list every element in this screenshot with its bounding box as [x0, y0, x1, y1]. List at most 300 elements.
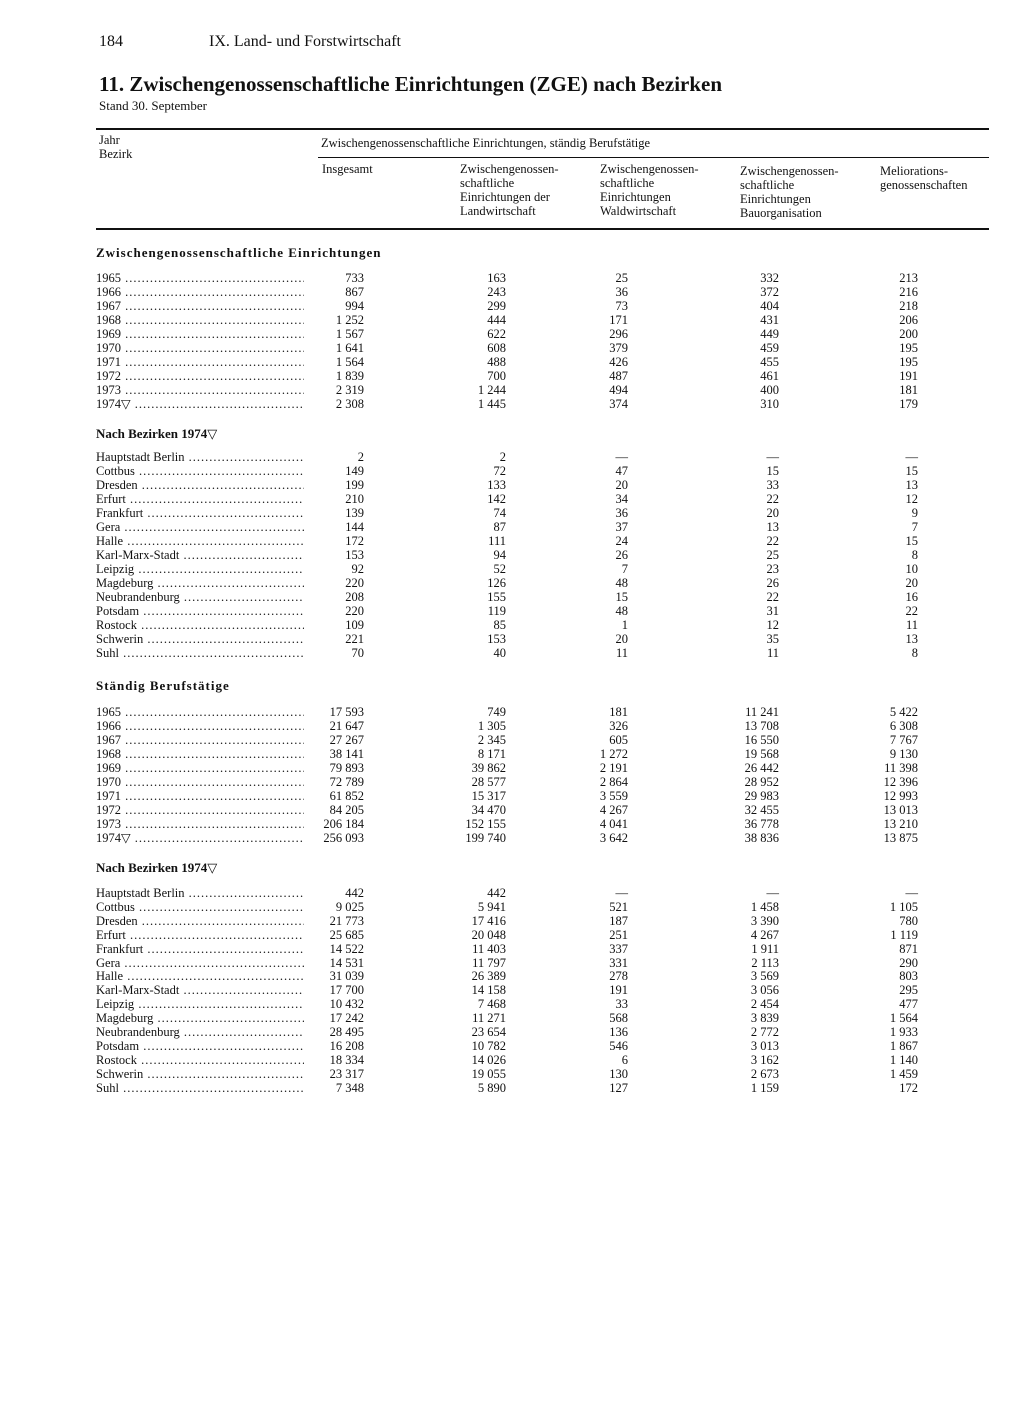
table-cell: 187 [609, 913, 628, 928]
table-cell: 11 271 [472, 1011, 506, 1026]
table-cell: 25 685 [329, 927, 364, 942]
table-cell: 195 [899, 355, 918, 369]
table-cell: 7 468 [477, 997, 506, 1012]
row-label: Rostock ..... [96, 618, 304, 632]
table-row [0, 299, 1024, 313]
stub-header-district: Bezirk [99, 147, 133, 161]
table-cell: 295 [899, 983, 918, 998]
table-cell: 87 [493, 520, 506, 534]
table-cell: 22 [766, 492, 779, 506]
table-cell: 19 055 [471, 1066, 506, 1081]
table-row [0, 646, 1024, 660]
row-label: 1965 ..... [96, 271, 304, 285]
table-cell: 70 [351, 646, 364, 660]
table-cell: 199 740 [465, 831, 506, 845]
row-label: Rostock ..... [96, 1053, 304, 1067]
row-label: Potsdam ..... [96, 604, 304, 618]
row-label: Leipzig ..... [96, 562, 304, 576]
table-cell: 13 [905, 632, 918, 646]
row-label: Cottbus ..... [96, 900, 304, 914]
table-cell: 17 700 [329, 983, 364, 998]
col-header-construction: Zwischengenossen- schaftliche Einrichtungen Bauorganisation [740, 164, 839, 220]
table-cell: 1 564 [335, 355, 364, 369]
table-cell: 16 [905, 590, 918, 604]
table-cell: 28 952 [744, 775, 779, 789]
table-cell: 332 [760, 271, 779, 285]
table-cell: 310 [760, 397, 779, 411]
table-cell: 5 941 [477, 899, 506, 914]
table-cell: 1 159 [750, 1080, 779, 1095]
table-cell: 208 [345, 590, 364, 604]
table-cell: 608 [487, 341, 506, 355]
table-cell: 290 [899, 955, 918, 970]
table-cell: 3 013 [750, 1038, 779, 1053]
table-cell: 700 [487, 369, 506, 383]
table-cell: 163 [487, 271, 506, 285]
table-cell: 11 797 [472, 955, 506, 970]
table-cell: 23 [766, 562, 779, 576]
table-row [0, 817, 1024, 831]
table-row [0, 383, 1024, 397]
table-cell: 444 [487, 313, 506, 327]
table-row [0, 1025, 1024, 1039]
running-header [99, 33, 401, 51]
table-cell: 14 026 [471, 1052, 506, 1067]
table-cell: 7 [621, 562, 628, 576]
table-cell: 2 772 [750, 1025, 779, 1039]
row-label: 1968 ..... [96, 747, 304, 761]
table-cell: 47 [615, 464, 628, 478]
row-label: 1966 ..... [96, 285, 304, 299]
row-label: 1973 ..... [96, 817, 304, 831]
row-label: Karl-Marx-Stadt ..... [96, 548, 304, 562]
table-cell: 206 [899, 313, 918, 327]
table-cell: 1 839 [335, 369, 364, 383]
table-cell: 27 267 [329, 733, 364, 747]
table-cell: 17 593 [329, 705, 364, 719]
row-label: Dresden ..... [96, 914, 304, 928]
chapter-title: IX. Land- und Forstwirtschaft [209, 33, 401, 50]
table-cell: 1 564 [889, 1011, 918, 1026]
table-cell: 35 [766, 632, 779, 646]
table-row [0, 775, 1024, 789]
table-cell: 2 319 [335, 383, 364, 397]
table-cell: 20 [615, 632, 628, 646]
table-cell: 2 308 [335, 397, 364, 411]
table-cell: 136 [609, 1025, 628, 1039]
table-cell: 40 [493, 646, 506, 660]
table-cell: 622 [487, 327, 506, 341]
col-header-total: Insgesamt [322, 162, 373, 176]
table-cell: 24 [615, 534, 628, 548]
table-cell: 152 155 [465, 817, 506, 831]
table-cell: 1 [621, 618, 628, 632]
table-cell: 144 [345, 520, 364, 534]
table-cell: 17 242 [329, 1011, 364, 1026]
row-label: Leipzig ..... [96, 997, 304, 1011]
table-cell: 221 [345, 632, 364, 646]
table-cell: 299 [487, 299, 506, 313]
row-label: Karl-Marx-Stadt ..... [96, 983, 304, 997]
table-row [0, 733, 1024, 747]
section-heading: Ständig Berufstätige [96, 678, 230, 693]
table-cell: 568 [609, 1011, 628, 1026]
table-cell: 38 836 [744, 831, 779, 845]
table-cell: 9 130 [889, 747, 918, 761]
row-label: Magdeburg ..... [96, 576, 304, 590]
table-cell: 22 [766, 590, 779, 604]
table-cell: 29 983 [744, 789, 779, 803]
table-cell: 379 [609, 341, 628, 355]
table-row [0, 761, 1024, 775]
table-cell: 23 317 [329, 1066, 364, 1081]
row-label: Neubrandenburg ..... [96, 1025, 304, 1039]
table-cell: 442 [487, 886, 506, 900]
table-cell: 15 317 [471, 789, 506, 803]
table-cell: 1 911 [751, 941, 779, 956]
table-cell: 8 [911, 548, 918, 562]
table-cell: 26 [766, 576, 779, 590]
table-cell: 867 [345, 285, 364, 299]
table-cell: 4 041 [599, 817, 628, 831]
row-label: 1972 ..... [96, 803, 304, 817]
table-cell: 2 454 [750, 997, 779, 1012]
table-cell: 243 [487, 285, 506, 299]
table-cell: 326 [609, 719, 628, 733]
table-cell: 94 [493, 548, 506, 562]
table-cell: 5 890 [477, 1080, 506, 1095]
section-heading: Nach Bezirken 1974▽ [96, 426, 218, 441]
table-row [0, 604, 1024, 618]
row-label: Dresden ..... [96, 478, 304, 492]
table-cell: 11 398 [884, 761, 918, 775]
table-cell: — [615, 450, 628, 464]
row-label: 1974▽ ..... [96, 397, 304, 411]
table-cell: 455 [760, 355, 779, 369]
row-label: Halle ..... [96, 534, 304, 548]
table-cell: 459 [760, 341, 779, 355]
table-cell: 14 522 [329, 941, 364, 956]
top-rule [96, 128, 989, 130]
table-subtitle: Stand 30. September [99, 98, 207, 113]
row-label: Neubrandenburg ..... [96, 590, 304, 604]
table-cell: 11 [615, 646, 628, 660]
table-cell: 1 933 [889, 1025, 918, 1039]
table-cell: 3 162 [750, 1052, 779, 1067]
row-label: 1967 ..... [96, 733, 304, 747]
table-row [0, 803, 1024, 817]
table-cell: 48 [615, 604, 628, 618]
row-label: 1972 ..... [96, 369, 304, 383]
table-cell: 48 [615, 576, 628, 590]
table-cell: 9 [911, 506, 918, 520]
table-cell: 1 272 [599, 747, 628, 761]
table-cell: 139 [345, 506, 364, 520]
table-cell: 2 [357, 450, 364, 464]
row-label: Hauptstadt Berlin ..... [96, 886, 304, 900]
table-cell: 11 [905, 618, 918, 632]
table-row [0, 928, 1024, 942]
table-cell: — [615, 886, 628, 900]
table-row [0, 983, 1024, 997]
table-cell: 191 [899, 369, 918, 383]
table-cell: 17 416 [471, 913, 506, 928]
table-cell: 3 390 [750, 913, 779, 928]
table-cell: 34 470 [471, 803, 506, 817]
row-label: Suhl ..... [96, 646, 304, 660]
table-row [0, 369, 1024, 383]
table-cell: 1 119 [890, 927, 918, 942]
table-cell: 74 [493, 506, 506, 520]
table-row [0, 520, 1024, 534]
table-cell: 6 308 [889, 719, 918, 733]
table-cell: 61 852 [329, 789, 364, 803]
row-label: Hauptstadt Berlin ..... [96, 450, 304, 464]
table-row [0, 886, 1024, 900]
table-row [0, 450, 1024, 464]
table-cell: 20 [615, 478, 628, 492]
table-cell: 181 [609, 705, 628, 719]
table-cell: 2 864 [599, 775, 628, 789]
table-cell: 13 708 [744, 719, 779, 733]
table-cell: 12 [766, 618, 779, 632]
table-row [0, 831, 1024, 845]
table-cell: 20 048 [471, 927, 506, 942]
table-cell: 14 531 [329, 955, 364, 970]
table-row [0, 271, 1024, 285]
table-row [0, 313, 1024, 327]
table-cell: 337 [609, 941, 628, 956]
row-label: Potsdam ..... [96, 1039, 304, 1053]
table-cell: 149 [345, 464, 364, 478]
col-header-forestry: Zwischengenossen- schaftliche Einrichtungen Waldwirtschaft [600, 162, 699, 218]
table-cell: 2 345 [477, 733, 506, 747]
table-cell: 10 432 [329, 997, 364, 1012]
table-cell: 216 [899, 285, 918, 299]
table-row [0, 747, 1024, 761]
row-label: 1973 ..... [96, 383, 304, 397]
table-row [0, 969, 1024, 983]
table-cell: 16 550 [744, 733, 779, 747]
table-cell: 331 [609, 955, 628, 970]
table-cell: 85 [493, 618, 506, 632]
table-row [0, 576, 1024, 590]
table-cell: 22 [905, 604, 918, 618]
table-row [0, 327, 1024, 341]
table-cell: 7 767 [889, 733, 918, 747]
table-cell: 11 403 [472, 941, 506, 956]
table-cell: 195 [899, 341, 918, 355]
table-cell: 11 241 [745, 705, 779, 719]
table-cell: 8 171 [477, 747, 506, 761]
row-label: Suhl ..... [96, 1081, 304, 1095]
table-cell: 23 654 [471, 1025, 506, 1039]
table-cell: 32 455 [744, 803, 779, 817]
table-row [0, 478, 1024, 492]
table-cell: 213 [899, 271, 918, 285]
table-cell: 803 [899, 969, 918, 984]
table-cell: 1 458 [750, 899, 779, 914]
table-row [0, 590, 1024, 604]
table-cell: 2 191 [599, 761, 628, 775]
table-cell: 1 140 [889, 1052, 918, 1067]
table-row [0, 1011, 1024, 1025]
table-cell: 13 013 [883, 803, 918, 817]
row-label: 1970 ..... [96, 775, 304, 789]
table-cell: 487 [609, 369, 628, 383]
row-label: 1970 ..... [96, 341, 304, 355]
table-cell: 3 642 [599, 831, 628, 845]
table-cell: 13 [766, 520, 779, 534]
table-cell: 1 105 [889, 899, 918, 914]
table-cell: 15 [905, 464, 918, 478]
table-cell: 1 445 [477, 397, 506, 411]
table-cell: 37 [615, 520, 628, 534]
table-cell: 36 778 [744, 817, 779, 831]
table-cell: 72 [493, 464, 506, 478]
table-cell: 171 [609, 313, 628, 327]
table-cell: 9 025 [335, 899, 364, 914]
table-row [0, 285, 1024, 299]
table-cell: 26 [615, 548, 628, 562]
header-bottom-rule [96, 228, 989, 230]
table-cell: 12 993 [883, 789, 918, 803]
table-cell: 172 [345, 534, 364, 548]
table-cell: 126 [487, 576, 506, 590]
table-row [0, 789, 1024, 803]
table-cell: 72 789 [329, 775, 364, 789]
table-cell: 28 577 [471, 775, 506, 789]
table-cell: 2 [499, 450, 506, 464]
table-cell: 127 [609, 1080, 628, 1095]
row-label: 1971 ..... [96, 789, 304, 803]
table-cell: 256 093 [323, 831, 364, 845]
table-cell: 133 [487, 478, 506, 492]
table-cell: 52 [493, 562, 506, 576]
table-cell: 2 673 [750, 1066, 779, 1081]
table-cell: 25 [766, 548, 779, 562]
row-label: Gera ..... [96, 956, 304, 970]
table-cell: 12 396 [883, 775, 918, 789]
table-row [0, 632, 1024, 646]
table-cell: 8 [911, 646, 918, 660]
table-cell: 28 495 [329, 1025, 364, 1039]
table-row [0, 397, 1024, 411]
table-cell: 2 113 [751, 955, 779, 970]
table-cell: 21 647 [329, 719, 364, 733]
stub-header-year: Jahr [99, 133, 120, 147]
table-cell: 31 039 [329, 969, 364, 984]
table-cell: 521 [609, 899, 628, 914]
row-label: Schwerin ..... [96, 632, 304, 646]
table-cell: 142 [487, 492, 506, 506]
table-row [0, 618, 1024, 632]
table-cell: 426 [609, 355, 628, 369]
row-label: Erfurt ..... [96, 492, 304, 506]
table-cell: 449 [760, 327, 779, 341]
table-cell: 206 184 [323, 817, 364, 831]
table-cell: 13 210 [883, 817, 918, 831]
table-row [0, 355, 1024, 369]
table-cell: 733 [345, 271, 364, 285]
table-cell: 404 [760, 299, 779, 313]
row-label: 1966 ..... [96, 719, 304, 733]
table-cell: 994 [345, 299, 364, 313]
col-header-melioration: Meliorations- genossenschaften [880, 164, 968, 192]
table-cell: 1 641 [335, 341, 364, 355]
table-cell: 18 334 [329, 1052, 364, 1067]
table-cell: 31 [766, 604, 779, 618]
table-row [0, 705, 1024, 719]
table-cell: 3 056 [750, 983, 779, 998]
table-cell: 79 893 [329, 761, 364, 775]
table-cell: 4 267 [750, 927, 779, 942]
table-cell: 119 [487, 604, 506, 618]
table-cell: 871 [899, 941, 918, 956]
table-row [0, 997, 1024, 1011]
table-row [0, 1081, 1024, 1095]
table-cell: 33 [615, 997, 628, 1012]
table-cell: 296 [609, 327, 628, 341]
table-row [0, 534, 1024, 548]
row-label: 1971 ..... [96, 355, 304, 369]
row-label: 1967 ..... [96, 299, 304, 313]
table-cell: 84 205 [329, 803, 364, 817]
table-cell: — [905, 450, 918, 464]
table-cell: 494 [609, 383, 628, 397]
row-label: Cottbus ..... [96, 464, 304, 478]
table-cell: 191 [609, 983, 628, 998]
table-row [0, 900, 1024, 914]
table-cell: 1 305 [477, 719, 506, 733]
table-cell: 26 442 [744, 761, 779, 775]
table-row [0, 464, 1024, 478]
table-row [0, 492, 1024, 506]
table-cell: — [905, 886, 918, 900]
table-cell: 20 [766, 506, 779, 520]
table-cell: 7 [911, 520, 918, 534]
table-cell: 15 [615, 590, 628, 604]
row-label: Frankfurt ..... [96, 506, 304, 520]
table-cell: 10 [905, 562, 918, 576]
table-cell: 73 [615, 299, 628, 313]
table-row [0, 548, 1024, 562]
table-cell: 7 348 [335, 1080, 364, 1095]
table-cell: 218 [899, 299, 918, 313]
section-heading: Nach Bezirken 1974▽ [96, 860, 218, 875]
table-cell: 372 [760, 285, 779, 299]
table-cell: 10 782 [471, 1038, 506, 1053]
row-label: Magdeburg ..... [96, 1011, 304, 1025]
table-cell: 153 [487, 632, 506, 646]
table-cell: 14 158 [471, 983, 506, 998]
table-cell: 477 [899, 997, 918, 1012]
table-cell: 111 [488, 534, 506, 548]
table-cell: 21 773 [329, 913, 364, 928]
table-cell: — [766, 886, 779, 900]
table-cell: 33 [766, 478, 779, 492]
table-cell: 26 389 [471, 969, 506, 984]
table-cell: — [766, 450, 779, 464]
table-cell: 179 [899, 397, 918, 411]
table-cell: 153 [345, 548, 364, 562]
table-row [0, 562, 1024, 576]
table-cell: 92 [351, 562, 364, 576]
table-row [0, 1067, 1024, 1081]
table-cell: 3 569 [750, 969, 779, 984]
table-row [0, 956, 1024, 970]
table-cell: 1 244 [477, 383, 506, 397]
